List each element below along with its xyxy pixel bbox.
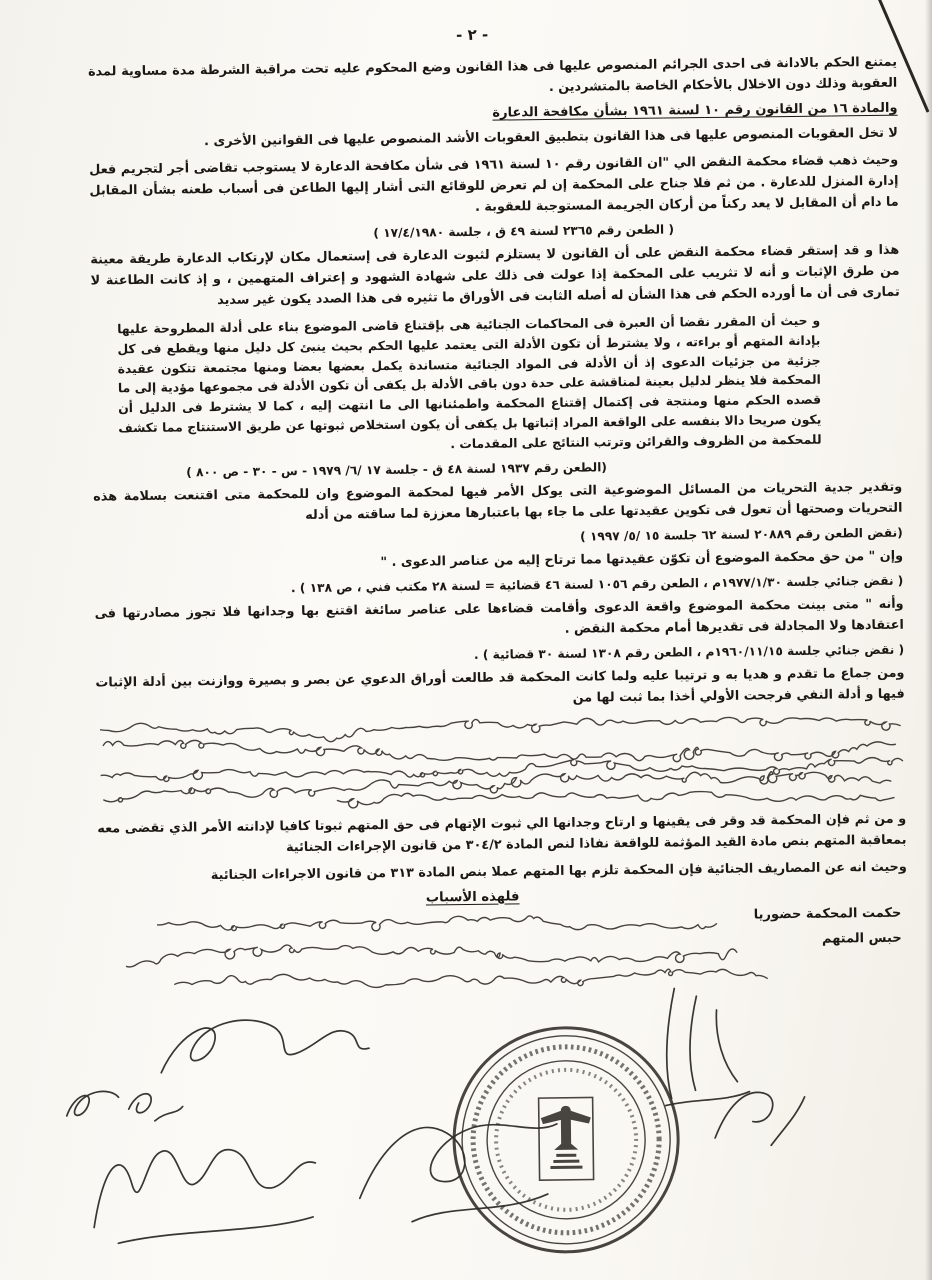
paragraph-court-discretion: وأنه " متى بينت محكمة الموضوع واقعة الدعوى وأقامت قضاءها على عناصر سائغة اقتنع بها وجدانها فلا تجوز مصادرتها فى اعتقادها ولا المجادلة فى تقديرها أمام محكمة النقض . — [94, 596, 904, 637]
eagle-icon — [541, 1105, 592, 1169]
for-these-reasons-text: فلهذه الأسباب — [425, 888, 520, 906]
for-these-reasons-heading — [98, 885, 847, 909]
citation-4: ( نقض جنائي جلسة ١٩٧٧/١/٣٠م ، الطعن رقم ١٠٥٦ لسنة ٤٦ قضائية = لسنة ٢٨ مكتب فني ، ص ١٣٨ ) . — [290, 573, 904, 595]
verdict-line-court-ruled: حكمت المحكمة حضوريا — [753, 905, 902, 923]
signature — [87, 1128, 323, 1249]
citation-3: (نقض الطعن رقم ٢٠٨٨٩ لسنة ٦٢ جلسة ١٥ /٥/ ١٩٩٧ ) — [580, 525, 903, 544]
signature — [155, 1008, 381, 1083]
paragraph-court-conclusion: ومن جماع ما تقدم و هديا به و ترتيبا عليه ولما كانت المحكمة قد طالعت أوراق الدعوي عن بصر و بصيرة ووازنت بين أدلة الإثبات فيها و أدلة النفي فرجحت الأولي أخذا بما ثبت لها من — [95, 665, 905, 706]
paragraph-criminal-trials-principle: و حيث أن المقرر نقضا أن العبرة فى المحاكمات الجنائية هى بإقتناع قاضى الموضوع بناء على أدلة المطروحة عليها بإدانة المتهم أو براءته ، ولا يشترط أن تكون الأدلة التى يعتمد عليها الحكم بحيث ينبئ كل دليل منها ويقطع فى كل جزئية من جزئيات الدعوى إذ أن الأدلة فى المواد الجنائية متساندة يكمل بعضها بعضا ومنها مجتمعة تتكون عقيدة المحكمة فلا ينظر لدليل بعينة لمناقشة على حدة دون باقى الأدلة بل يكفى أن تكون الأدلة فى مجموعها مؤدية إلى ما قصده الحكم منها ومنتجة فى إكتمال إقتناع المحكمة واطمئنانها الى ما انتهت إليه ، كما لا يشترط فى الدليل أن يكون صريحا دالا بنفسه على الواقعة المراد إثباتها بل يكفى أن يكون استخلاص ثبوتها عن طريق الاستنتاج مما تكشف للمحكمة من الظروف والقرائن وترتب النتائج على المقدمات . — [117, 312, 822, 452]
page-number: - ٢ - — [455, 25, 489, 45]
paragraph-investigations-assessment: وتقدير جدية التحريات من المسائل الموضوعية التى يوكل الأمر فيها لمحكمة الموضوع وان للمحكمة متى اقتنعت بسلامة هذه التحريات وصحتها أن تعول فى تكوين عقيدتها على ما جاء بها باعتبارها معززة لما ساقته من أدله — [93, 479, 903, 523]
paragraph-statute-text: لا تخل العقوبات المنصوص عليها فى هذا القانون بتطبيق العقوبات الأشد المنصوص عليها فى القوانين الأخرى . — [204, 125, 898, 150]
paragraph-evidence-methods: هذا و قد إستقر قضاء محكمة النقض على أن القانون لا يستلزم لثبوت الدعارة فى إستعمال مكان لإرتكاب الدعارة طريقة معينة من طرق الإثبات و أنه لا تثريب على المحكمة إذا عولت فى ذلك على شهادة الشهود و إعتراف المتهمين ، و إذ كانت الطاعنة لا تمارى فى أن ما أورده الحكم فى هذا الشأن له أصله الثابت فى الأوراق ما تثيره فى هذا الصدد يكون غير سديد — [90, 242, 900, 308]
signature — [58, 1080, 189, 1134]
handwritten-text — [100, 711, 906, 815]
statute-heading — [89, 101, 898, 126]
signature — [700, 1066, 811, 1157]
paragraph-court-conviction-right: وإن " من حق محكمة الموضوع أن تكوّن عقيدتها مما ترتاح إليه من عناصر الدعوى . " — [380, 548, 904, 570]
citation-5: ( نقض جنائي جلسة ١٩٦٠/١١/١٥م ، الطعن رقم ١٣٠٨ لسنة ٣٠ قضائية ) . — [473, 642, 905, 662]
paragraph-guilt-established: و من ثم فإن المحكمة قد وقر فى يقينها و ارتاح وجدانها الي ثبوت الإتهام فى حق المتهم ثبوتا كافيا لإدانته الأمر الذي تقضى معه بمعاقبة المتهم بنص مادة القيد المؤثمة للواقعة نفاذا لنص المادة ٣٠٤/٢ من قانون الإجراءات الجنائية — [97, 811, 907, 855]
signatures-area — [99, 999, 911, 1245]
verdict-section — [98, 905, 908, 1009]
official-stamp — [445, 1018, 688, 1261]
citation-1: ( الطعن رقم ٢٣٦٥ لسنة ٤٩ ق ، جلسة ١٧/٤/١٩٨٠ ) — [373, 222, 675, 241]
verdict-line-imprisonment: حبس المتهم — [821, 930, 902, 947]
paragraph-cassation-ruling: وحيث ذهب قضاء محكمة النقض الي "ان القانون رقم ١٠ لسنة ١٩٦١ فى شأن مكافحة الدعارة لا يستوجب تقاضى أجر لتجريم فعل إدارة المنزل للدعارة . من ثم فلا جناح على المحكمة إن لم تعرض للوقائع التى أشار إليها الطاعن فى أسباب طعنه بشأن المقابل ما دام أن المقابل لا يعد ركناً من أركان الجريمة المستوجبة للعقوبة . — [89, 152, 899, 215]
paragraph-criminal-costs: وحيث انه عن المصاريف الجنائية فإن المحكمة تلزم بها المتهم عملا بنص المادة ٣١٣ من قانون الاجراءات الجنائية — [210, 859, 907, 883]
citation-2: (الطعن رقم ١٩٣٧ لسنة ٤٨ ق - جلسة ١٧ /٦/ ١٩٧٩ - س - ٣٠ - ص ٨٠٠ ) — [186, 460, 607, 480]
paragraph-police-supervision: يمتنع الحكم بالادانة فى احدى الجرائم المنصوص عليها فى هذا القانون وضع المحكوم عليه تحت مراقبة الشرطة مدة مساوية لمدة العقوبة وذلك دون الاخلال بالأحكام الخاصة بالمتشردين . — [87, 54, 898, 95]
statute-heading-text: والمادة ١٦ من القانون رقم ١٠ لسنة ١٩٦١ بشأن مكافحة الدعارة — [492, 100, 898, 121]
